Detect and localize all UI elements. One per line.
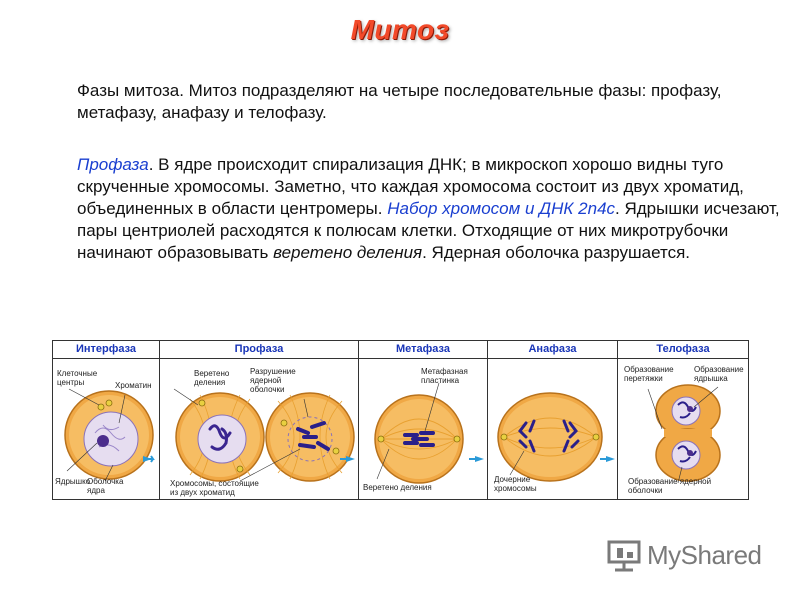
metaphase-header: Метафаза <box>359 341 487 359</box>
prophase-paragraph <box>47 154 792 264</box>
interphase-column <box>53 341 160 499</box>
label-cell-centers: Клеточные центры <box>57 369 98 387</box>
prophase-header: Профаза <box>160 341 358 359</box>
label-spindle: Веретено деления <box>194 369 230 387</box>
label-nuclear-envelope: Оболочка ядра <box>87 477 124 495</box>
label-envelope-breakdown: Разрушение ядерной оболочки <box>250 367 296 394</box>
presentation-icon <box>605 538 645 572</box>
anaphase-header: Анафаза <box>488 341 617 359</box>
label-nucleolus-formation: Образование ядрышка <box>694 365 744 383</box>
prophase-text-c: . Ядерная оболочка разрушается. <box>422 243 691 262</box>
spindle-term: веретено деления <box>273 243 423 262</box>
telophase-header: Телофаза <box>618 341 748 359</box>
intro-paragraph <box>47 80 792 124</box>
prophase-column <box>160 341 359 499</box>
page-title: Митоз <box>350 14 450 45</box>
label-metaphase-plate: Метафазная пластинка <box>421 367 468 385</box>
label-chromatin: Хроматин <box>115 381 152 390</box>
label-spindle-metaphase: Веретено деления <box>363 483 432 492</box>
prophase-text-b: . Ядрышки исчезают, пары центриолей расходятся к полюсам клетки. Отходящие от них микротрубочки начинают образовывать <box>77 199 780 262</box>
telophase-column <box>618 341 748 499</box>
interphase-header: Интерфаза <box>53 341 159 359</box>
chromosome-set-note: Набор хромосом и ДНК 2n4c <box>387 199 616 218</box>
prophase-text-a: . В ядре происходит спирализация ДНК; в микроскоп хорошо видны туго скрученные хромосомы. Заметно, что каждая хромосома состоит из двух хроматид, объединенных в области центромеры. <box>77 155 744 218</box>
intro-text: Фазы митоза. Митоз подразделяют на четыре последовательные фазы: профазу, метафазу, анафазу и телофазу. <box>77 81 722 122</box>
label-daughter-chromosomes: Дочерние хромосомы <box>494 475 537 493</box>
label-furrow-formation: Образование перетяжки <box>624 365 674 383</box>
label-nucleolus: Ядрышко <box>55 477 91 486</box>
mitosis-phases-diagram <box>52 340 749 500</box>
label-two-chromatid-chromosomes: Хромосомы, состоящие из двух хроматид <box>170 479 259 497</box>
watermark-logo <box>605 538 765 572</box>
prophase-term: Профаза <box>77 155 149 174</box>
label-envelope-formation: Образование ядерной оболочки <box>628 477 712 495</box>
watermark-text: MyShared <box>647 540 762 570</box>
metaphase-column <box>359 341 488 499</box>
anaphase-column <box>488 341 618 499</box>
